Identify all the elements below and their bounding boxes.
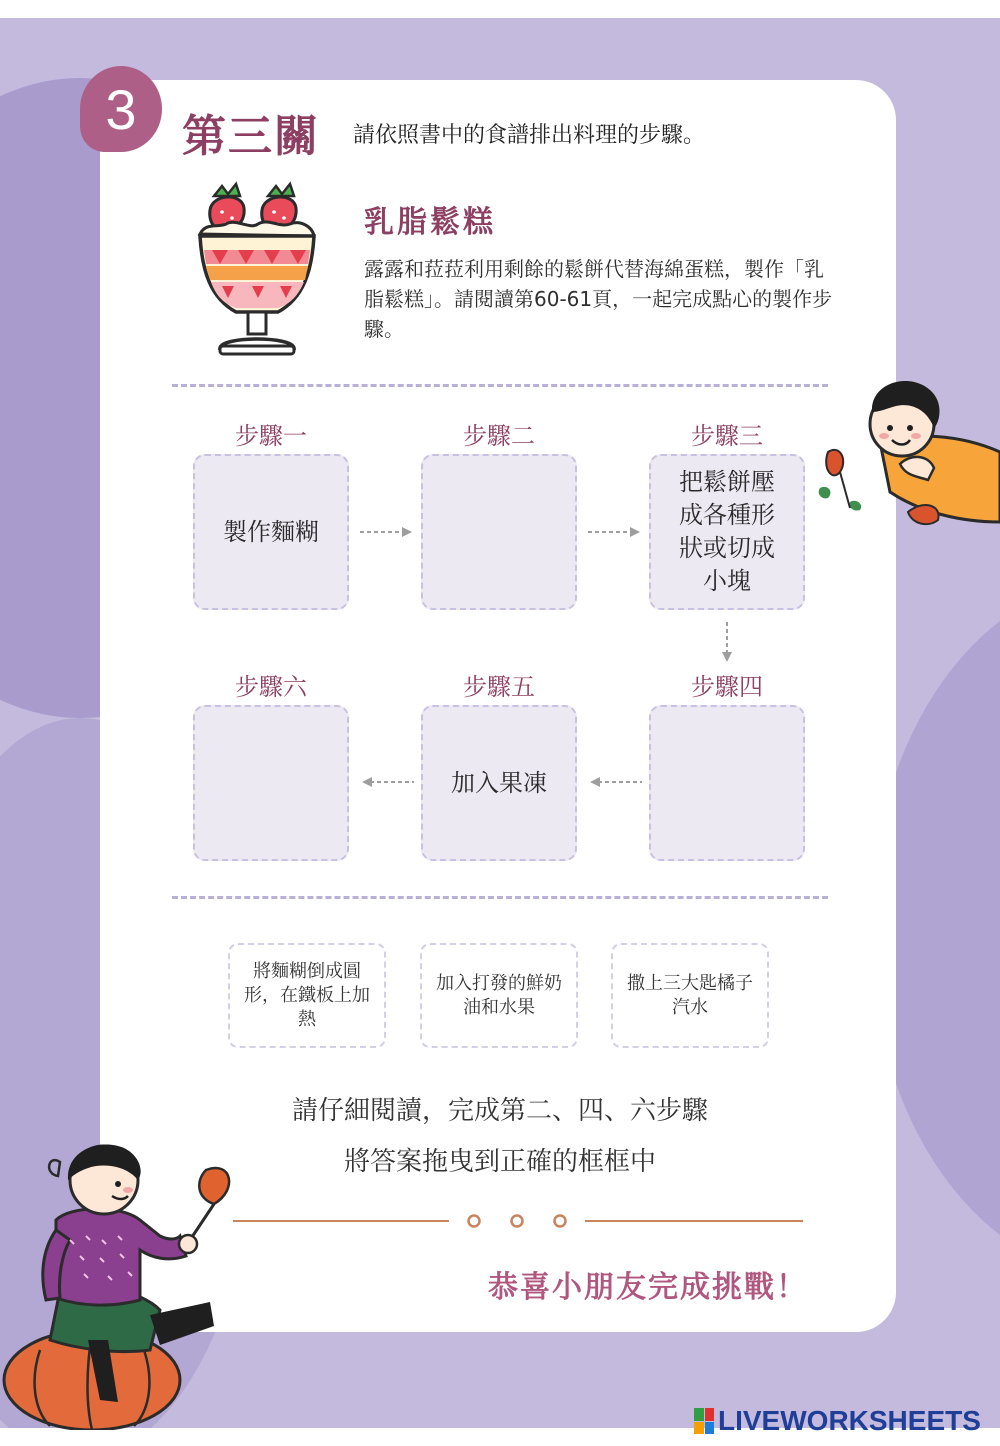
step-label-5: 步驟五 <box>463 673 535 701</box>
brand-name: LIVEWORKSHEETS <box>718 1405 981 1436</box>
liveworksheets-logo <box>694 1406 981 1436</box>
step-box-6-drop-zone[interactable] <box>193 705 349 861</box>
brand-mark-icon <box>694 1408 714 1434</box>
level-number-badge: 3 <box>80 66 162 152</box>
boy-illustration <box>810 372 1000 542</box>
decorative-divider <box>233 1210 803 1232</box>
arrow-left-icon <box>588 775 642 789</box>
arrow-right-icon <box>360 525 414 539</box>
step-box-2-drop-zone[interactable] <box>421 454 577 610</box>
step-box-1: 製作麵糊 <box>193 454 349 610</box>
instruction-line-1: 請仔細閱讀，完成第二、四、六步驟 <box>291 1096 708 1126</box>
step-label-3: 步驟三 <box>691 422 763 450</box>
step-box-4-drop-zone[interactable] <box>649 705 805 861</box>
step-box-3: 把鬆餅壓成各種形狀或切成小塊 <box>649 454 805 610</box>
step-label-2: 步驟二 <box>463 422 535 450</box>
step-label-6: 步驟六 <box>235 673 307 701</box>
arrow-right-icon <box>588 525 642 539</box>
draggable-option-1[interactable]: 將麵糊倒成圓形，在鐵板上加熱 <box>228 943 386 1048</box>
draggable-option-3[interactable]: 撒上三大匙橘子汽水 <box>611 943 769 1048</box>
step-label-4: 步驟四 <box>691 673 763 701</box>
recipe-name: 乳脂鬆糕 <box>364 205 496 240</box>
level-instruction: 請依照書中的食譜排出料理的步驟。 <box>353 123 706 148</box>
dashed-divider <box>172 896 828 899</box>
instruction-line-2: 將答案拖曳到正確的框框中 <box>343 1147 656 1177</box>
arrow-down-icon <box>720 622 734 666</box>
recipe-description: 露露和菈菈利用剩餘的鬆餅代替海綿蛋糕，製作「乳脂鬆糕」。請閱讀第60-61頁，一起完成點心的製作步驟。 <box>364 257 833 341</box>
congrats-message: 恭喜小朋友完成挑戰！ <box>488 1270 808 1305</box>
girl-on-pumpkin-illustration <box>0 1140 240 1430</box>
level-title: 第三關 <box>182 111 320 162</box>
draggable-option-2[interactable]: 加入打發的鮮奶油和水果 <box>420 943 578 1048</box>
dashed-divider <box>172 384 828 387</box>
step-box-5: 加入果凍 <box>421 705 577 861</box>
step-label-1: 步驟一 <box>235 422 307 450</box>
trifle-cake-illustration <box>192 178 322 363</box>
arrow-left-icon <box>360 775 414 789</box>
